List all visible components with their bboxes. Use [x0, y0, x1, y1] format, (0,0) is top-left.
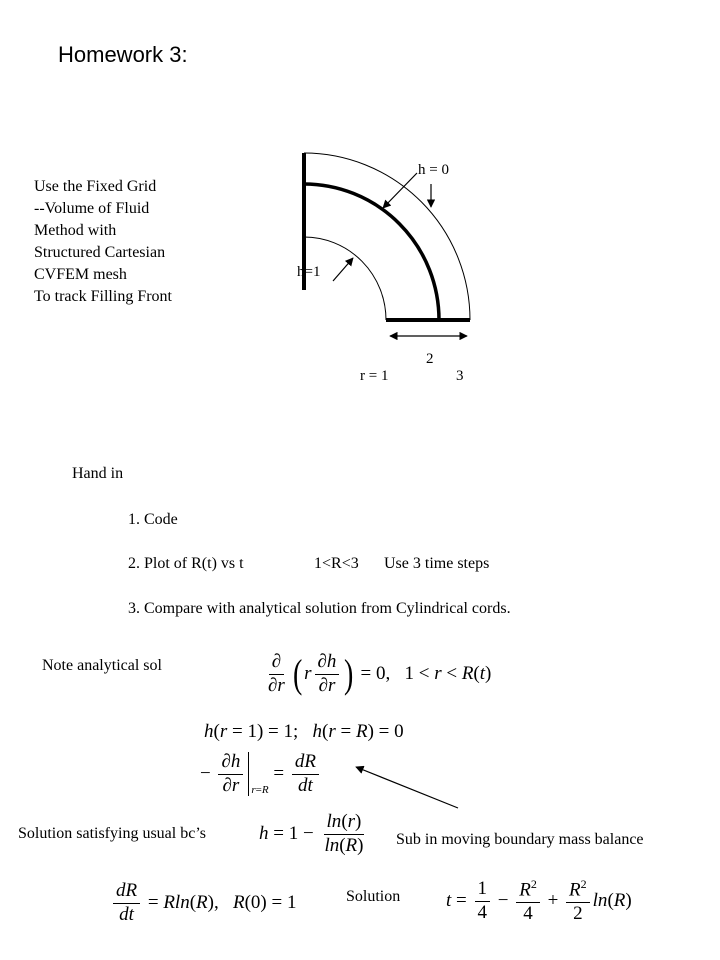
width-label: 2 — [426, 351, 434, 367]
instruction-line: Structured Cartesian — [34, 244, 166, 261]
hand-in-item-2-steps: Use 3 time steps — [384, 555, 490, 572]
filling-front-arc — [304, 184, 439, 320]
pde-equation: $\frac{\partial}{\partial r}$ ( r $\frac{\partial h}{\partial r}$ ) = 0, 1 < r < R(t) — [268, 651, 492, 697]
mass-balance-arrow — [356, 767, 458, 808]
solution-label: Solution — [346, 888, 401, 905]
instruction-line: Use the Fixed Grid — [34, 178, 157, 195]
hand-in-item-3: 3. Compare with analytical solution from Cylindrical cords. — [128, 600, 511, 617]
hand-in-item-2-text: 2. Plot of R(t) vs t — [128, 555, 244, 572]
r-outer-label: 3 — [456, 368, 464, 384]
instruction-line: To track Filling Front — [34, 288, 172, 305]
mass-balance-equation: − $\frac{\partial h}{\partial r}$ $_{r=R}$ = $\frac{dR}{dt}$ — [200, 752, 322, 797]
front-arrow — [383, 173, 417, 208]
hand-in-item-2-range: 1<R<3 — [314, 555, 359, 572]
instruction-line: --Volume of Fluid — [34, 200, 150, 217]
instruction-line: Method with — [34, 222, 117, 239]
solution-h-equation: h = 1 − $\frac{\ln(r)}{\ln(R)}$ — [259, 811, 364, 856]
time-solution-equation: t = $\frac{1}{4}$ − $\frac{R^2}{4}$ + $\frac{R^2}{2}$ ln(R) — [446, 877, 632, 925]
hand-in-item-2 — [128, 555, 244, 573]
page-title: Homework 3: — [58, 42, 188, 67]
hand-in-item-1: 1. Code — [128, 511, 178, 528]
inner-arrow — [333, 258, 353, 281]
hand-in-heading: Hand in — [72, 465, 124, 482]
r-inner-label: r = 1 — [360, 368, 389, 384]
ode-equation: $\frac{dR}{dt}$ = Rln(R), R(0) = 1 — [110, 881, 296, 926]
h1-label: h=1 — [297, 264, 321, 280]
bc-equation: h(r = 1) = 1; h(r = R) = 0 — [204, 721, 404, 742]
note-analytical-label: Note analytical sol — [42, 657, 162, 674]
sub-in-label: Sub in moving boundary mass balance — [396, 831, 644, 848]
instruction-line: CVFEM mesh — [34, 266, 127, 283]
h0-label: h = 0 — [418, 162, 449, 178]
solution-bc-label: Solution satisfying usual bc’s — [18, 825, 206, 842]
